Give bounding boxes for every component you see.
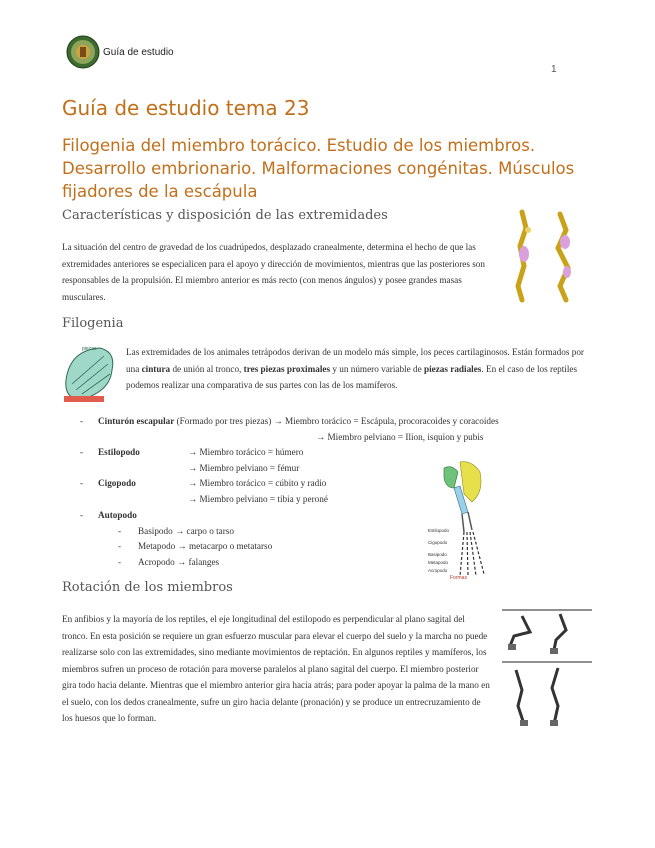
section3-heading: Rotación de los miembros <box>62 580 233 595</box>
figure-label-estilopodo: Estilopodo <box>428 528 450 533</box>
figure-label-cigopodo: Cigopodo <box>428 540 448 545</box>
section1-heading: Características y disposición de las extremidades <box>62 208 388 223</box>
limb-segments-figure <box>424 458 500 580</box>
list-bullet: - <box>80 478 84 488</box>
university-seal-icon <box>66 35 100 69</box>
limb-skeleton-figure <box>510 208 585 304</box>
list-item-estilopodo-1: → Miembro torácico = húmero <box>188 447 304 457</box>
sublist-item-basipodo: Basipodo → carpo o tarso <box>138 526 234 536</box>
list-item-cinturon: Cinturón escapular (Formado por tres piezas) → Miembro torácico = Escápula, procoracoides y coracoides <box>98 416 499 426</box>
list-item-cinturon-line2: → Miembro pelviano = Ilion, isquion y pubis <box>316 432 484 442</box>
list-item-autopodo-term: Autopodo <box>98 510 137 520</box>
list-bullet: - <box>80 510 84 520</box>
section1-paragraph: La situación del centro de gravedad de los cuadrúpedos, desplazado cranealmente, determina el hecho de que las extremidades anteriores se especialicen para el apoyo y dirección de movimientos, mientras que las posteriores son responsables de la propulsión. El miembro anterior es más recto (con menos ángulos) y posee grandes masas musculares. <box>62 242 485 302</box>
sublist-item-acropodo: Acropodo → falanges <box>138 557 220 567</box>
figure-label-basipodo: Basipodo <box>428 552 447 557</box>
figure-label-metapodo: Metapodo <box>428 560 449 565</box>
list-bullet: - <box>80 416 84 426</box>
section3-paragraph: En anfibios y la mayoría de los reptiles, el eje longitudinal del estilopodo es perpendicular al plano sagital del tronco. En esta posición se requiere un gran esfuerzo muscular para elevar el cuerpo del suelo y la marcha no puede realizarse solo con las extremidades, sino mediante movimientos de reptación. En algunos reptiles y mamíferos, los miembros sufren un proceso de rotación para moverse paralelos al plano sagital del cuerpo. El miembro posterior gira todo hacia delante. Mientras que el miembro anterior gira hacia atrás; para poder apoyar la palma de la mano en el suelo, con los dedos cranealmente, sufre un giro hacia delante (pronación) y se produce un entrecruzamiento de los huesos que lo forman. <box>62 614 490 723</box>
list-item-estilopodo-2: → Miembro pelviano = fémur <box>188 463 300 473</box>
header-logo-text: Guía de estudio <box>103 47 174 58</box>
sublist-bullet: - <box>118 541 122 551</box>
list-item-cigopodo-term: Cigopodo <box>98 478 136 488</box>
sublist-bullet: - <box>118 557 122 567</box>
svg-text:piezas: piezas <box>82 346 97 352</box>
sublist-bullet: - <box>118 526 122 536</box>
fish-fin-figure <box>60 340 120 406</box>
figure-label-acropodo: Acropodo <box>428 568 448 573</box>
limb-rotation-figure <box>500 606 596 734</box>
sublist-item-metapodo: Metapodo → metacarpo o metatarso <box>138 541 273 551</box>
list-item-cigopodo-2: → Miembro pelviano = tibia y peroné <box>188 494 328 504</box>
section2-heading: Filogenia <box>62 316 124 331</box>
list-item-estilopodo-term: Estilopodo <box>98 447 140 457</box>
figure-label-formas: Formas <box>450 575 467 580</box>
section2-paragraph: Las extremidades de los animales tetrápodos derivan de un modelo más simple, los peces cartilaginosos. Están formados por una cintura de unión al tronco, tres piezas proximales y un número variable de piezas radiales. En el caso de los reptiles podemos realizar una comparativa de sus partes con las de los mamíferos. <box>126 347 584 390</box>
page-number: 1 <box>551 64 557 75</box>
page-title: Guía de estudio tema 23 <box>62 96 310 120</box>
page-subtitle: Filogenia del miembro torácico. Estudio de los miembros. Desarrollo embrionario. Malformaciones congénitas. Músculos fijadores de la escápula <box>62 136 575 201</box>
list-bullet: - <box>80 447 84 457</box>
list-item-cigopodo-1: → Miembro torácico = cúbito y radio <box>188 478 327 488</box>
